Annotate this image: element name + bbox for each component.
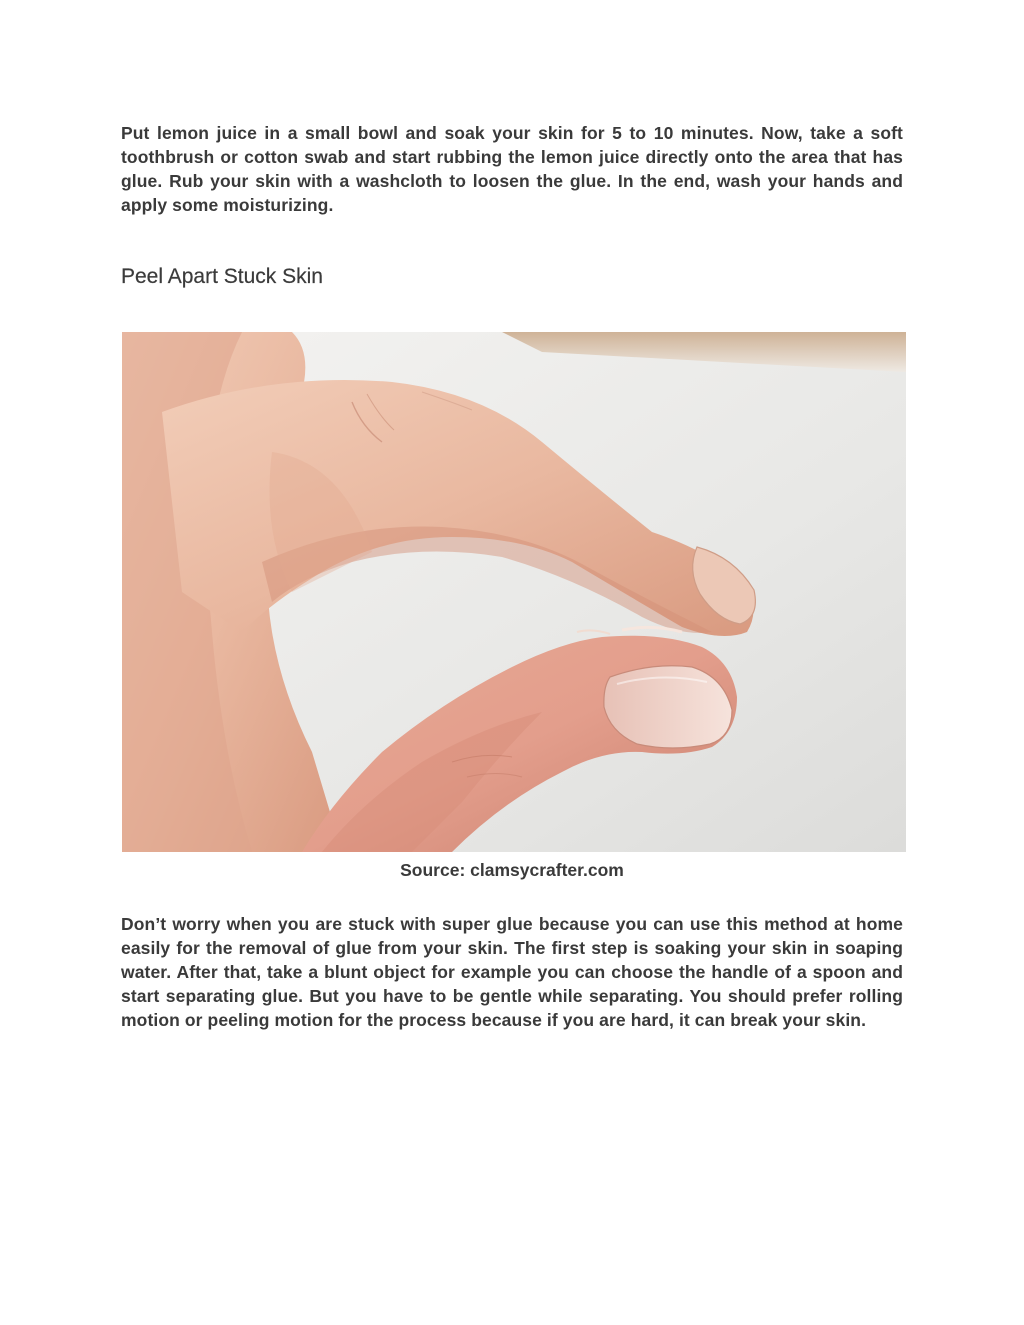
intro-paragraph: Put lemon juice in a small bowl and soak your skin for 5 to 10 minutes. Now, take a soft toothbrush or cotton swab and start rubbing the lemon juice directly onto the area that has glue. Rub your skin with a washcloth to loosen the glue. In the end, wash your hands and apply some moisturizing. (121, 123, 903, 215)
fingers-photo (122, 332, 906, 852)
body-paragraph: Don’t worry when you are stuck with super glue because you can use this method at home easily for the removal of glue from your skin. The first step is soaking your skin in soaping water. After that, take a blunt object for example you can choose the handle of a spoon and start separating glue. But you have to be gentle while separating. You should prefer rolling motion or peeling motion for the process because if you are hard, it can break your skin. (121, 914, 903, 1030)
section-heading: Peel Apart Stuck Skin (121, 265, 323, 288)
image-caption: Source: clamsycrafter.com (400, 860, 624, 880)
